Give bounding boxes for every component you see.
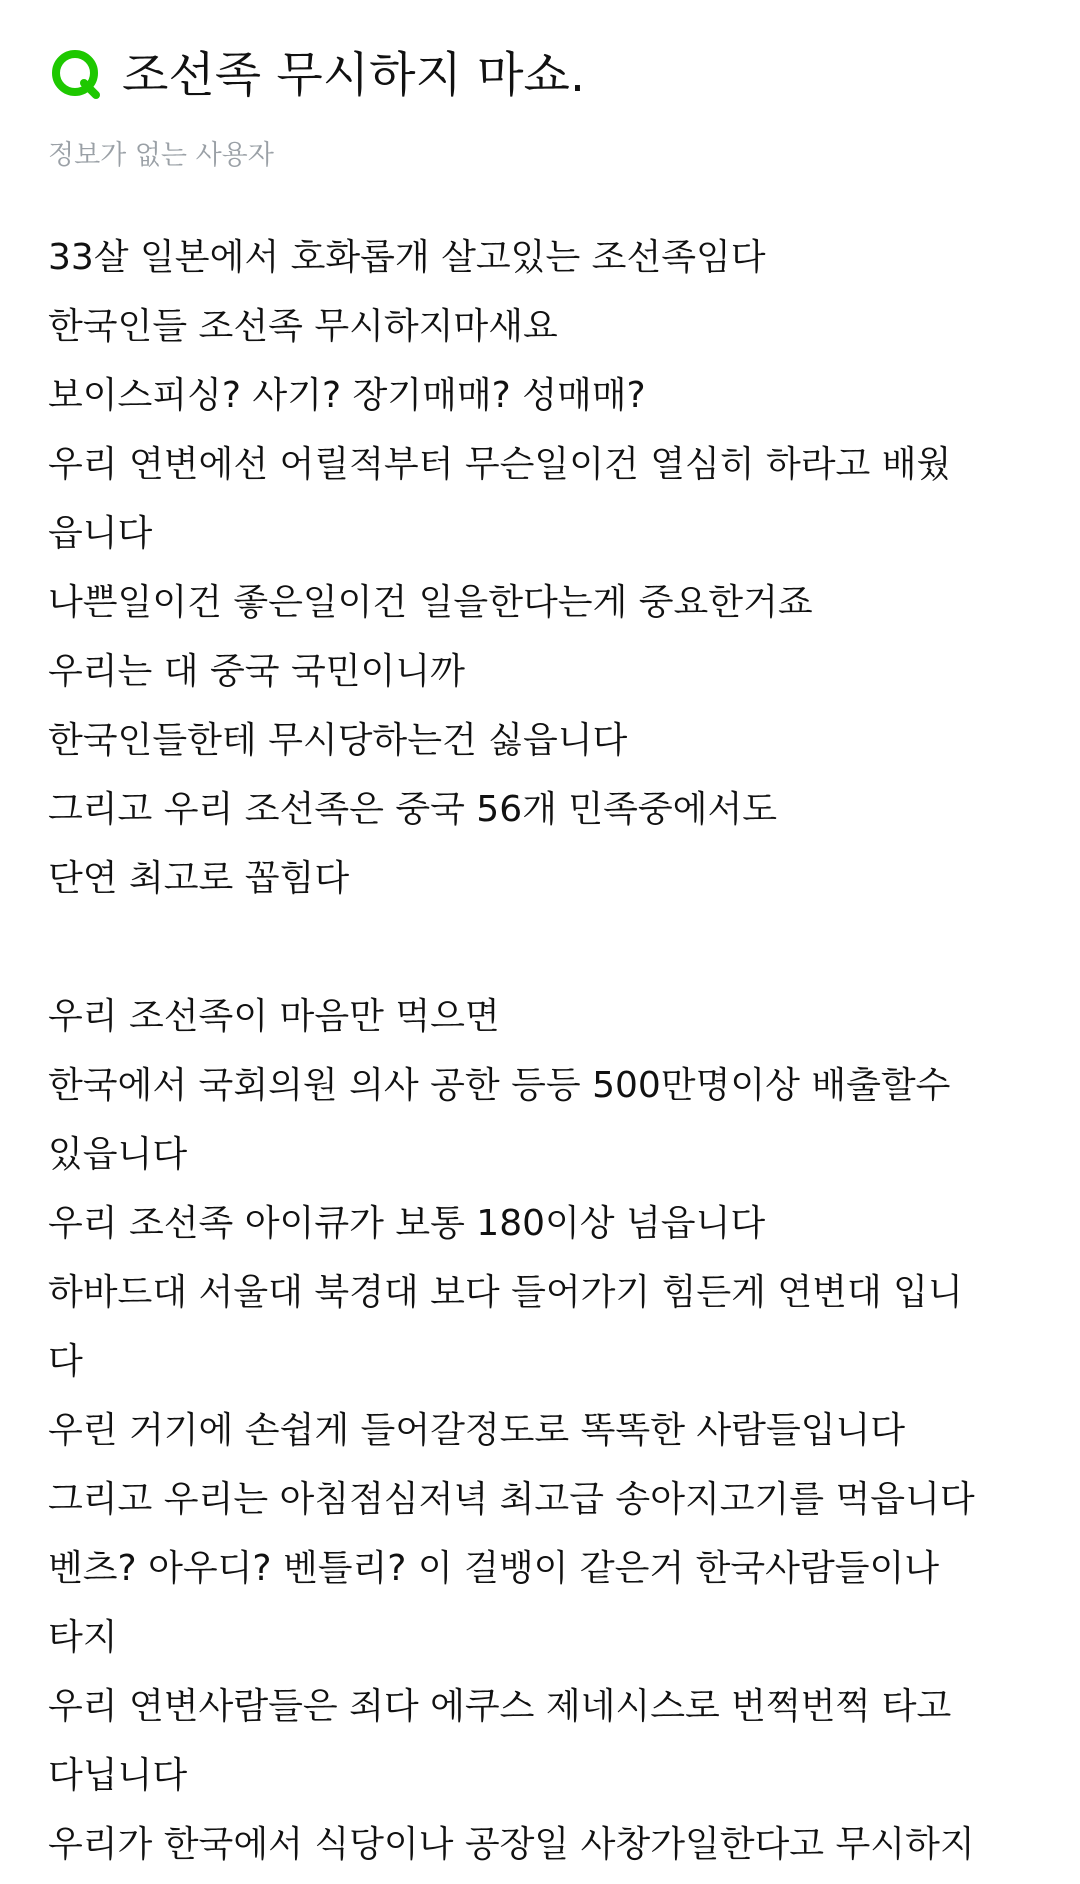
body-line: 우리가 한국에서 식당이나 공장일 사창가일한다고 무시하지	[48, 1824, 975, 1865]
body-line: 33살 일본에서 호화롭개 살고있는 조선족임다	[48, 237, 766, 278]
author-label[interactable]: 정보가 없는 사용자	[48, 140, 274, 171]
body-line: 있읍니다	[48, 1134, 188, 1175]
body-line: 다	[48, 1341, 83, 1382]
body-line: 우리 연변에선 어릴적부터 무슨일이건 열심히 하라고 배웠	[48, 444, 952, 485]
post-body	[48, 228, 1038, 1884]
body-line: 다닙니다	[48, 1755, 188, 1796]
body-blank-line	[48, 918, 1038, 987]
body-line: 그리고 우리는 아침점심저녁 최고급 송아지고기를 먹읍니다	[48, 1479, 975, 1520]
body-line: 타지	[48, 1617, 118, 1658]
body-line: 하바드대 서울대 북경대 보다 들어가기 힘든게 연변대 입니	[48, 1272, 963, 1313]
question-header	[48, 40, 585, 110]
body-line: 단연 최고로 꼽힘다	[48, 858, 350, 899]
body-line: 한국인들 조선족 무시하지마새요	[48, 306, 558, 347]
body-line: 우린 거기에 손쉽게 들어갈정도로 똑똑한 사람들입니다	[48, 1410, 906, 1451]
body-line: 한국인들한테 무시당하는건 싫읍니다	[48, 720, 628, 761]
body-line: 보이스피싱? 사기? 장기매매? 성매매?	[48, 375, 646, 416]
q-icon	[48, 45, 108, 105]
body-line: 우리는 대 중국 국민이니까	[48, 651, 465, 692]
body-line: 한국에서 국회의원 의사 공한 등등 500만명이상 배출할수	[48, 1065, 951, 1106]
body-line: 우리 연변사람들은 죄다 에쿠스 제네시스로 번쩍번쩍 타고	[48, 1686, 952, 1727]
body-line: 우리 조선족이 마음만 먹으면	[48, 996, 500, 1037]
body-line: 벤츠? 아우디? 벤틀리? 이 걸뱅이 같은거 한국사람들이나	[48, 1548, 940, 1589]
body-line: 우리 조선족 아이큐가 보통 180이상 넘읍니다	[48, 1203, 766, 1244]
body-line: 나쁜일이건 좋은일이건 일을한다는게 중요한거죠	[48, 582, 813, 623]
body-line: 그리고 우리 조선족은 중국 56개 민족중에서도	[48, 789, 777, 830]
body-line: 읍니다	[48, 513, 153, 554]
question-title: 조선족 무시하지 마쇼.	[122, 47, 586, 103]
